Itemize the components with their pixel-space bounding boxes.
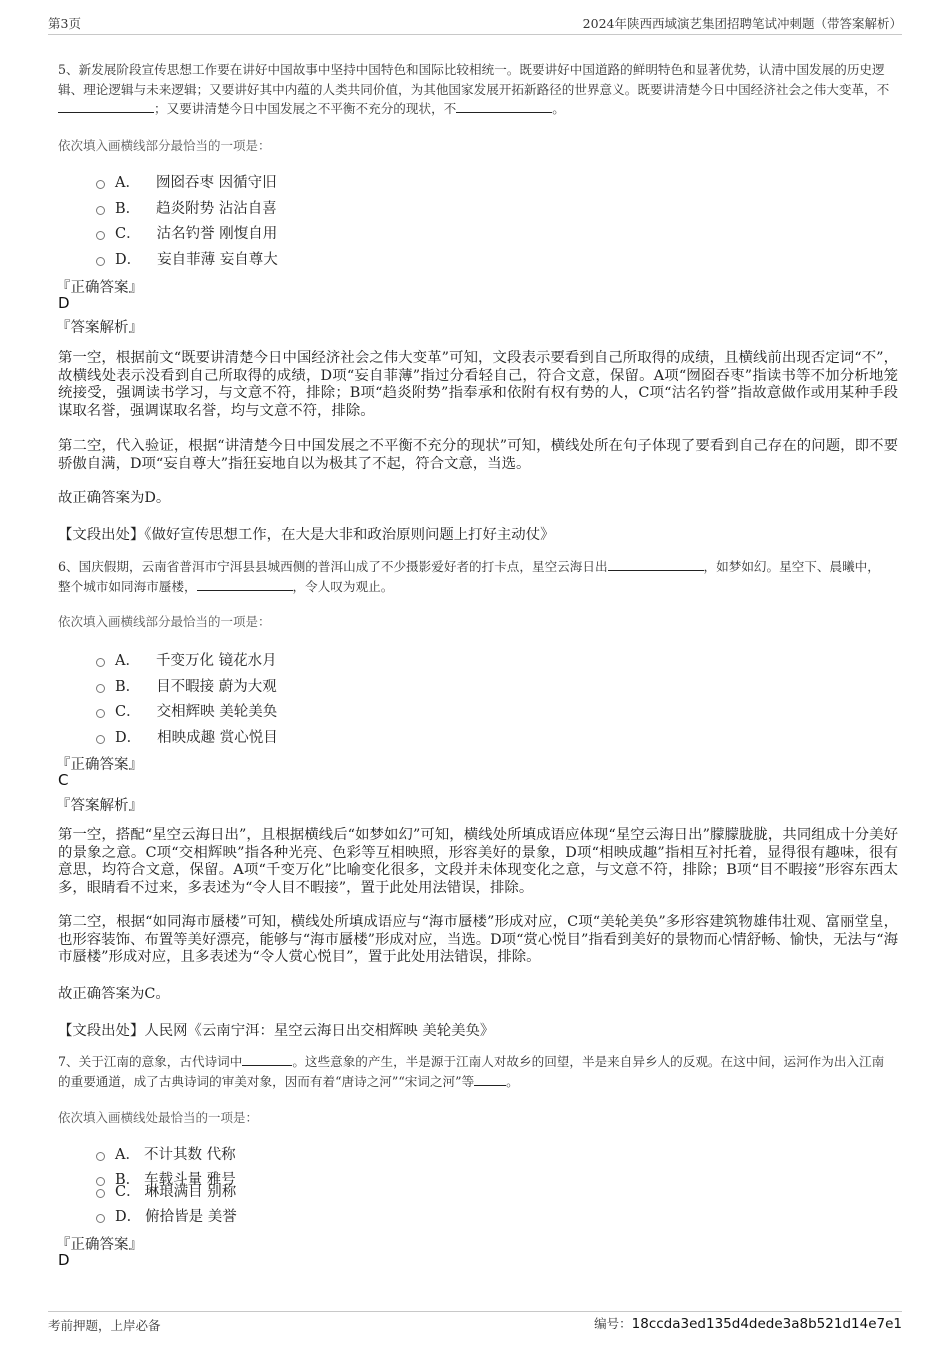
radio-icon[interactable]	[96, 658, 105, 667]
question-5-option-d[interactable]: D． 妄自菲薄 妄自尊大	[96, 248, 278, 269]
analysis-paragraph: 第二空，代入验证，根据“讲清楚今日中国发展之不平衡不充分的现状”可知，横线处所在句子体现了要看到自己存在的问题，即不要骄傲自满，D项“妄自尊大”指狂妄地自以为极其了不起，符合文意，当选。	[58, 438, 898, 472]
radio-icon[interactable]	[96, 257, 105, 266]
question-7-option-a[interactable]: A． 不计其数 代称	[96, 1143, 236, 1164]
page-number: 第3页	[48, 16, 81, 31]
correct-answer-label: 『正确答案』	[56, 757, 143, 773]
correct-answer-value: D	[58, 294, 70, 312]
document-title: 2024年陕西西域演艺集团招聘笔试冲刺题（带答案解析）	[582, 16, 902, 31]
analysis-label: 『答案解析』	[56, 320, 143, 336]
page-header	[48, 12, 902, 35]
blank-line	[58, 100, 154, 113]
correct-answer-label: 『正确答案』	[56, 280, 143, 296]
source-citation: 【文段出处】人民网《云南宁洱：星空云海日出交相辉映 美轮美奂》	[58, 1023, 495, 1039]
radio-icon[interactable]	[96, 1189, 105, 1198]
blank-line	[456, 100, 552, 113]
blank-line	[474, 1073, 506, 1086]
footer-slogan: 考前押题，上岸必备	[48, 1318, 161, 1333]
question-6-prompt: 依次填入画横线部分最恰当的一项是：	[58, 614, 271, 629]
analysis-paragraph: 第一空，搭配“星空云海日出”，且根据横线后“如梦如幻”可知，横线处所填成语应体现“星空云海日出”朦朦胧胧，共同组成十分美好的景象之意。C项“交相辉映”指各种光亮、色彩等互相映照，形容美好的景象，D项“相映成趣”指相互衬托着，显得很有趣味，很有意思，均符合文意，保留。A项“千变万化”比喻变化很多，文段并未体现变化之意，与文意不符，排除；B项“目不暇接”形容东西太多，眼睛看不过来，多表述为“令人目不暇接”，置于此处用法错误，排除。	[58, 827, 898, 896]
analysis-paragraph: 第二空，根据“如同海市蜃楼”可知，横线处所填成语应与“海市蜃楼”形成对应，C项“美轮美奂”多形容建筑物雄伟壮观、富丽堂皇，也形容装饰、布置等美好漂亮，能够与“海市蜃楼”形成对应，当选。D项“赏心悦目”指看到美好的景物而心情舒畅、愉快，无法与“海市蜃楼”形成对应，且多表述为“令人赏心悦目”，置于此处用法错误，排除。	[58, 914, 898, 965]
blank-line	[197, 578, 293, 591]
question-5-option-b[interactable]: B． 趋炎附势 沾沾自喜	[96, 197, 277, 218]
blank-line	[608, 558, 704, 571]
question-6-option-d[interactable]: D． 相映成趣 赏心悦目	[96, 726, 278, 747]
radio-icon[interactable]	[96, 206, 105, 215]
question-6-stem: 6、国庆假期，云南省普洱市宁洱县县城西侧的普洱山成了不少摄影爱好者的打卡点，星空云海日出 ，如梦如幻。星空下、晨曦中，整个城市如同海市蜃楼， ，令人叹为观止。	[58, 559, 880, 594]
correct-answer-label: 『正确答案』	[56, 1237, 143, 1253]
radio-icon[interactable]	[96, 231, 105, 240]
document-code: 编号：18ccda3ed135d4dede3a8b521d14e7e1	[594, 1316, 902, 1332]
radio-icon[interactable]	[96, 735, 105, 744]
radio-icon[interactable]	[96, 1152, 105, 1161]
question-6-option-a[interactable]: A． 千变万化 镜花水月	[96, 649, 277, 670]
question-7-stem: 7、关于江南的意象，古代诗词中 。这些意象的产生，半是源于江南人对故乡的回望，半是来自异乡人的反观。在这中间，运河作为出入江南的重要通道，成了古典诗词的审美对象，因而有着“唐诗之河”“宋词之河”等 。	[58, 1054, 885, 1089]
radio-icon[interactable]	[96, 709, 105, 718]
question-7-option-b[interactable]: B． 车载斗量 雅号	[96, 1168, 236, 1189]
question-6-option-c[interactable]: C． 交相辉映 美轮美奂	[96, 700, 277, 721]
source-citation: 【文段出处】《做好宣传思想工作，在大是大非和政治原则问题上打好主动仗》	[58, 527, 555, 543]
question-7-option-c[interactable]: C． 琳琅满目 别称	[96, 1180, 236, 1201]
radio-icon[interactable]	[96, 684, 105, 693]
blank-line	[242, 1053, 292, 1066]
question-7-option-d[interactable]: D． 俯拾皆是 美誉	[96, 1205, 237, 1226]
question-5-prompt: 依次填入画横线部分最恰当的一项是：	[58, 138, 271, 153]
page-footer	[48, 1311, 902, 1336]
question-6-option-b[interactable]: B． 目不暇接 蔚为大观	[96, 675, 277, 696]
radio-icon[interactable]	[96, 1214, 105, 1223]
question-7-prompt: 依次填入画横线处最恰当的一项是：	[58, 1110, 259, 1125]
question-5-stem: 5、新发展阶段宣传思想工作要在讲好中国故事中坚持中国特色和国际比较相统一。既要讲好中国道路的鲜明特色和显著优势，认清中国发展的历史逻辑、理论逻辑与未来逻辑；又要讲好其中内蕴的人类共同价值，为其他国家发展开拓新路径的世界意义。既要讲清楚今日中国经济社会之伟大变革，不；又要讲清楚今日中国发展之不平衡不充分的现状，不 。	[58, 62, 890, 116]
analysis-conclusion: 故正确答案为C。	[58, 986, 170, 1002]
analysis-paragraph: 第一空，根据前文“既要讲清楚今日中国经济社会之伟大变革”可知，文段表示要看到自己所取得的成绩，且横线前出现否定词“不”，故横线处表示没看到自己所取得的成绩，D项“妄自菲薄”指过分看轻自己，符合文意，保留。A项“囫囵吞枣”指读书等不加分析地笼统接受，强调读书学习，与文意不符，排除；B项“趋炎附势”指奉承和依附有权有势的人，C项“沽名钓誉”指故意做作或用某种手段谋取名誉，强调谋取名誉，均与文意不符，排除。	[58, 350, 898, 419]
correct-answer-value: C	[58, 771, 69, 789]
question-5-option-a[interactable]: A． 囫囵吞枣 因循守旧	[96, 171, 277, 192]
radio-icon[interactable]	[96, 180, 105, 189]
analysis-conclusion: 故正确答案为D。	[58, 490, 171, 506]
question-5-option-c[interactable]: C． 沽名钓誉 刚愎自用	[96, 222, 277, 243]
analysis-label: 『答案解析』	[56, 798, 143, 814]
correct-answer-value: D	[58, 1251, 70, 1269]
